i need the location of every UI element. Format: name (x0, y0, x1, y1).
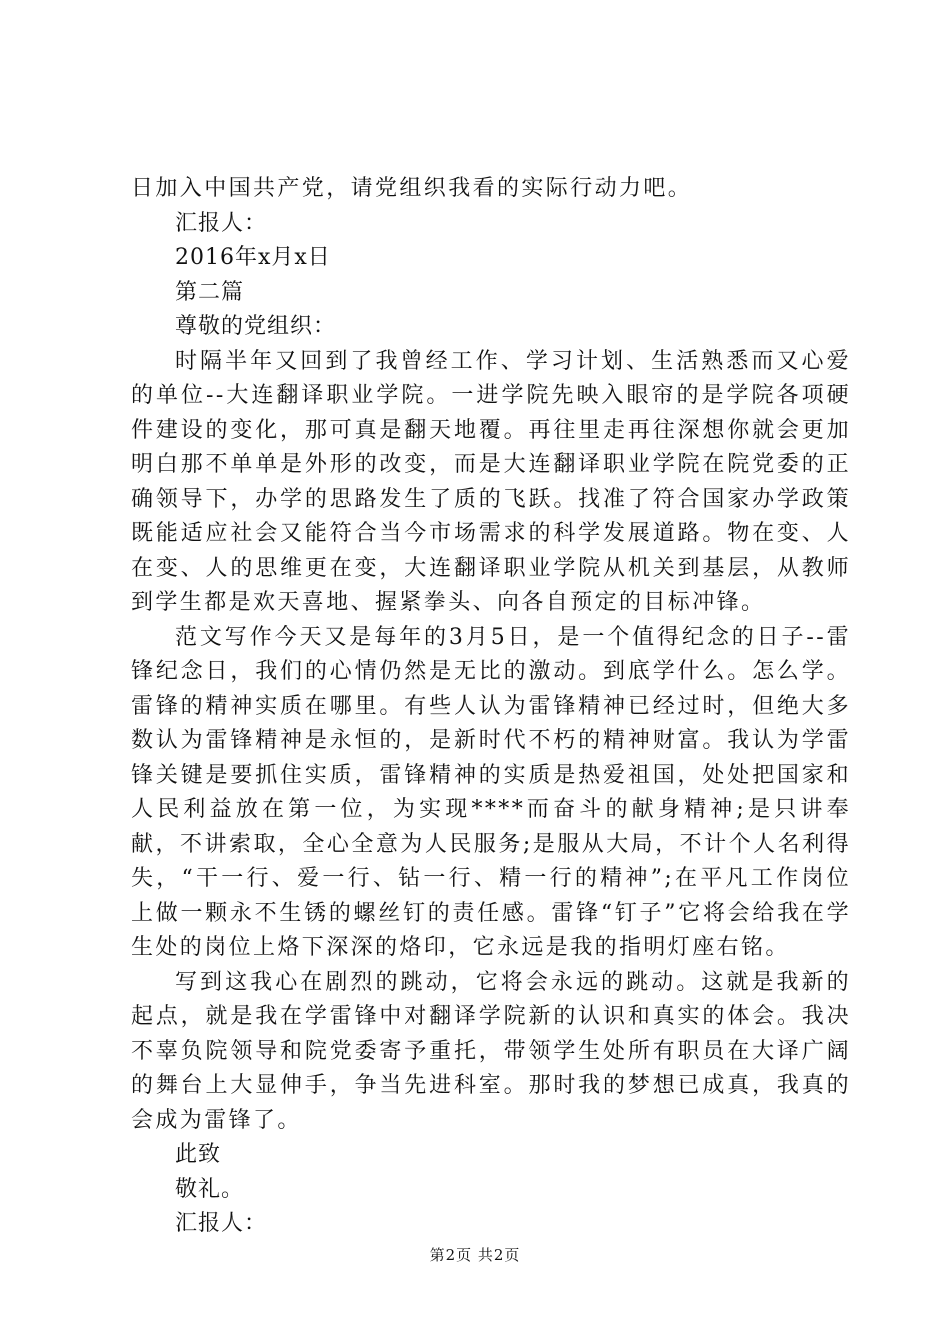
paragraph-body: 时隔半年又回到了我曾经工作、学习计划、生活熟悉而又心爱的单位--大连翻译职业学院。一进学院先映入眼帘的是学院各项硬件建设的变化，那可真是翻天地覆。再往里走再往深想你就会更加明白那不单单是外形的改变，而是大连翻译职业学院在院党委的正确领导下，办学的思路发生了质的飞跃。找准了符合国家办学政策既能适应社会又能符合当今市场需求的科学发展道路。物在变、人在变、人的思维更在变，大连翻译职业学院从机关到基层，从教师到学生都是欢天喜地、握紧拳头、向各自预定的目标冲锋。 (131, 348, 851, 615)
salutation: 尊敬的党组织： (175, 314, 337, 339)
document-body (131, 172, 851, 1242)
page-number-footer: 第2页 共2页 (429, 1246, 521, 1264)
paragraph-body: 写到这我心在剧烈的跳动，它将会永远的跳动。这就是我新的起点，就是我在学雷锋中对翻译学院新的认识和真实的体会。我决不辜负院领导和院党委寄予重托，带领学生处所有职员在大译广阔的舞台上大显伸手，争当先进科室。那时我的梦想已成真，我真的会成为雷锋了。 (131, 969, 851, 1133)
reporter-label: 汇报人： (175, 210, 268, 236)
reporter-label: 汇报人： (175, 1211, 268, 1236)
report-date: 2016年x月x日 (175, 245, 331, 270)
closing-line: 此致 (175, 1142, 222, 1167)
section-heading: 第二篇 (175, 279, 245, 305)
closing-salute: 敬礼。 (175, 1176, 245, 1202)
paragraph-continuation: 日加入中国共产党，请党组织我看的实际行动力吧。 (131, 176, 693, 201)
paragraph-body: 范文写作今天又是每年的3月5日，是一个值得纪念的日子--雷锋纪念日，我们的心情仍然是无比的激动。到底学什么。怎么学。雷锋的精神实质在哪里。有些人认为雷锋精神已经过时，但绝大多数认为雷锋精神是永恒的，是新时代不朽的精神财富。我认为学雷锋关键是要抓住实质，雷锋精神的实质是热爱祖国，处处把国家和人民利益放在第一位，为实现****而奋斗的献身精神;是只讲奉献，不讲索取，全心全意为人民服务;是服从大局，不计个人名利得失，“干一行、爱一行、钻一行、精一行的精神”;在平凡工作岗位上做一颗永不生锈的螺丝钉的责任感。雷锋“钉子”它将会给我在学生处的岗位上烙下深深的烙印，它永远是我的指明灯座右铭。 (131, 624, 851, 960)
